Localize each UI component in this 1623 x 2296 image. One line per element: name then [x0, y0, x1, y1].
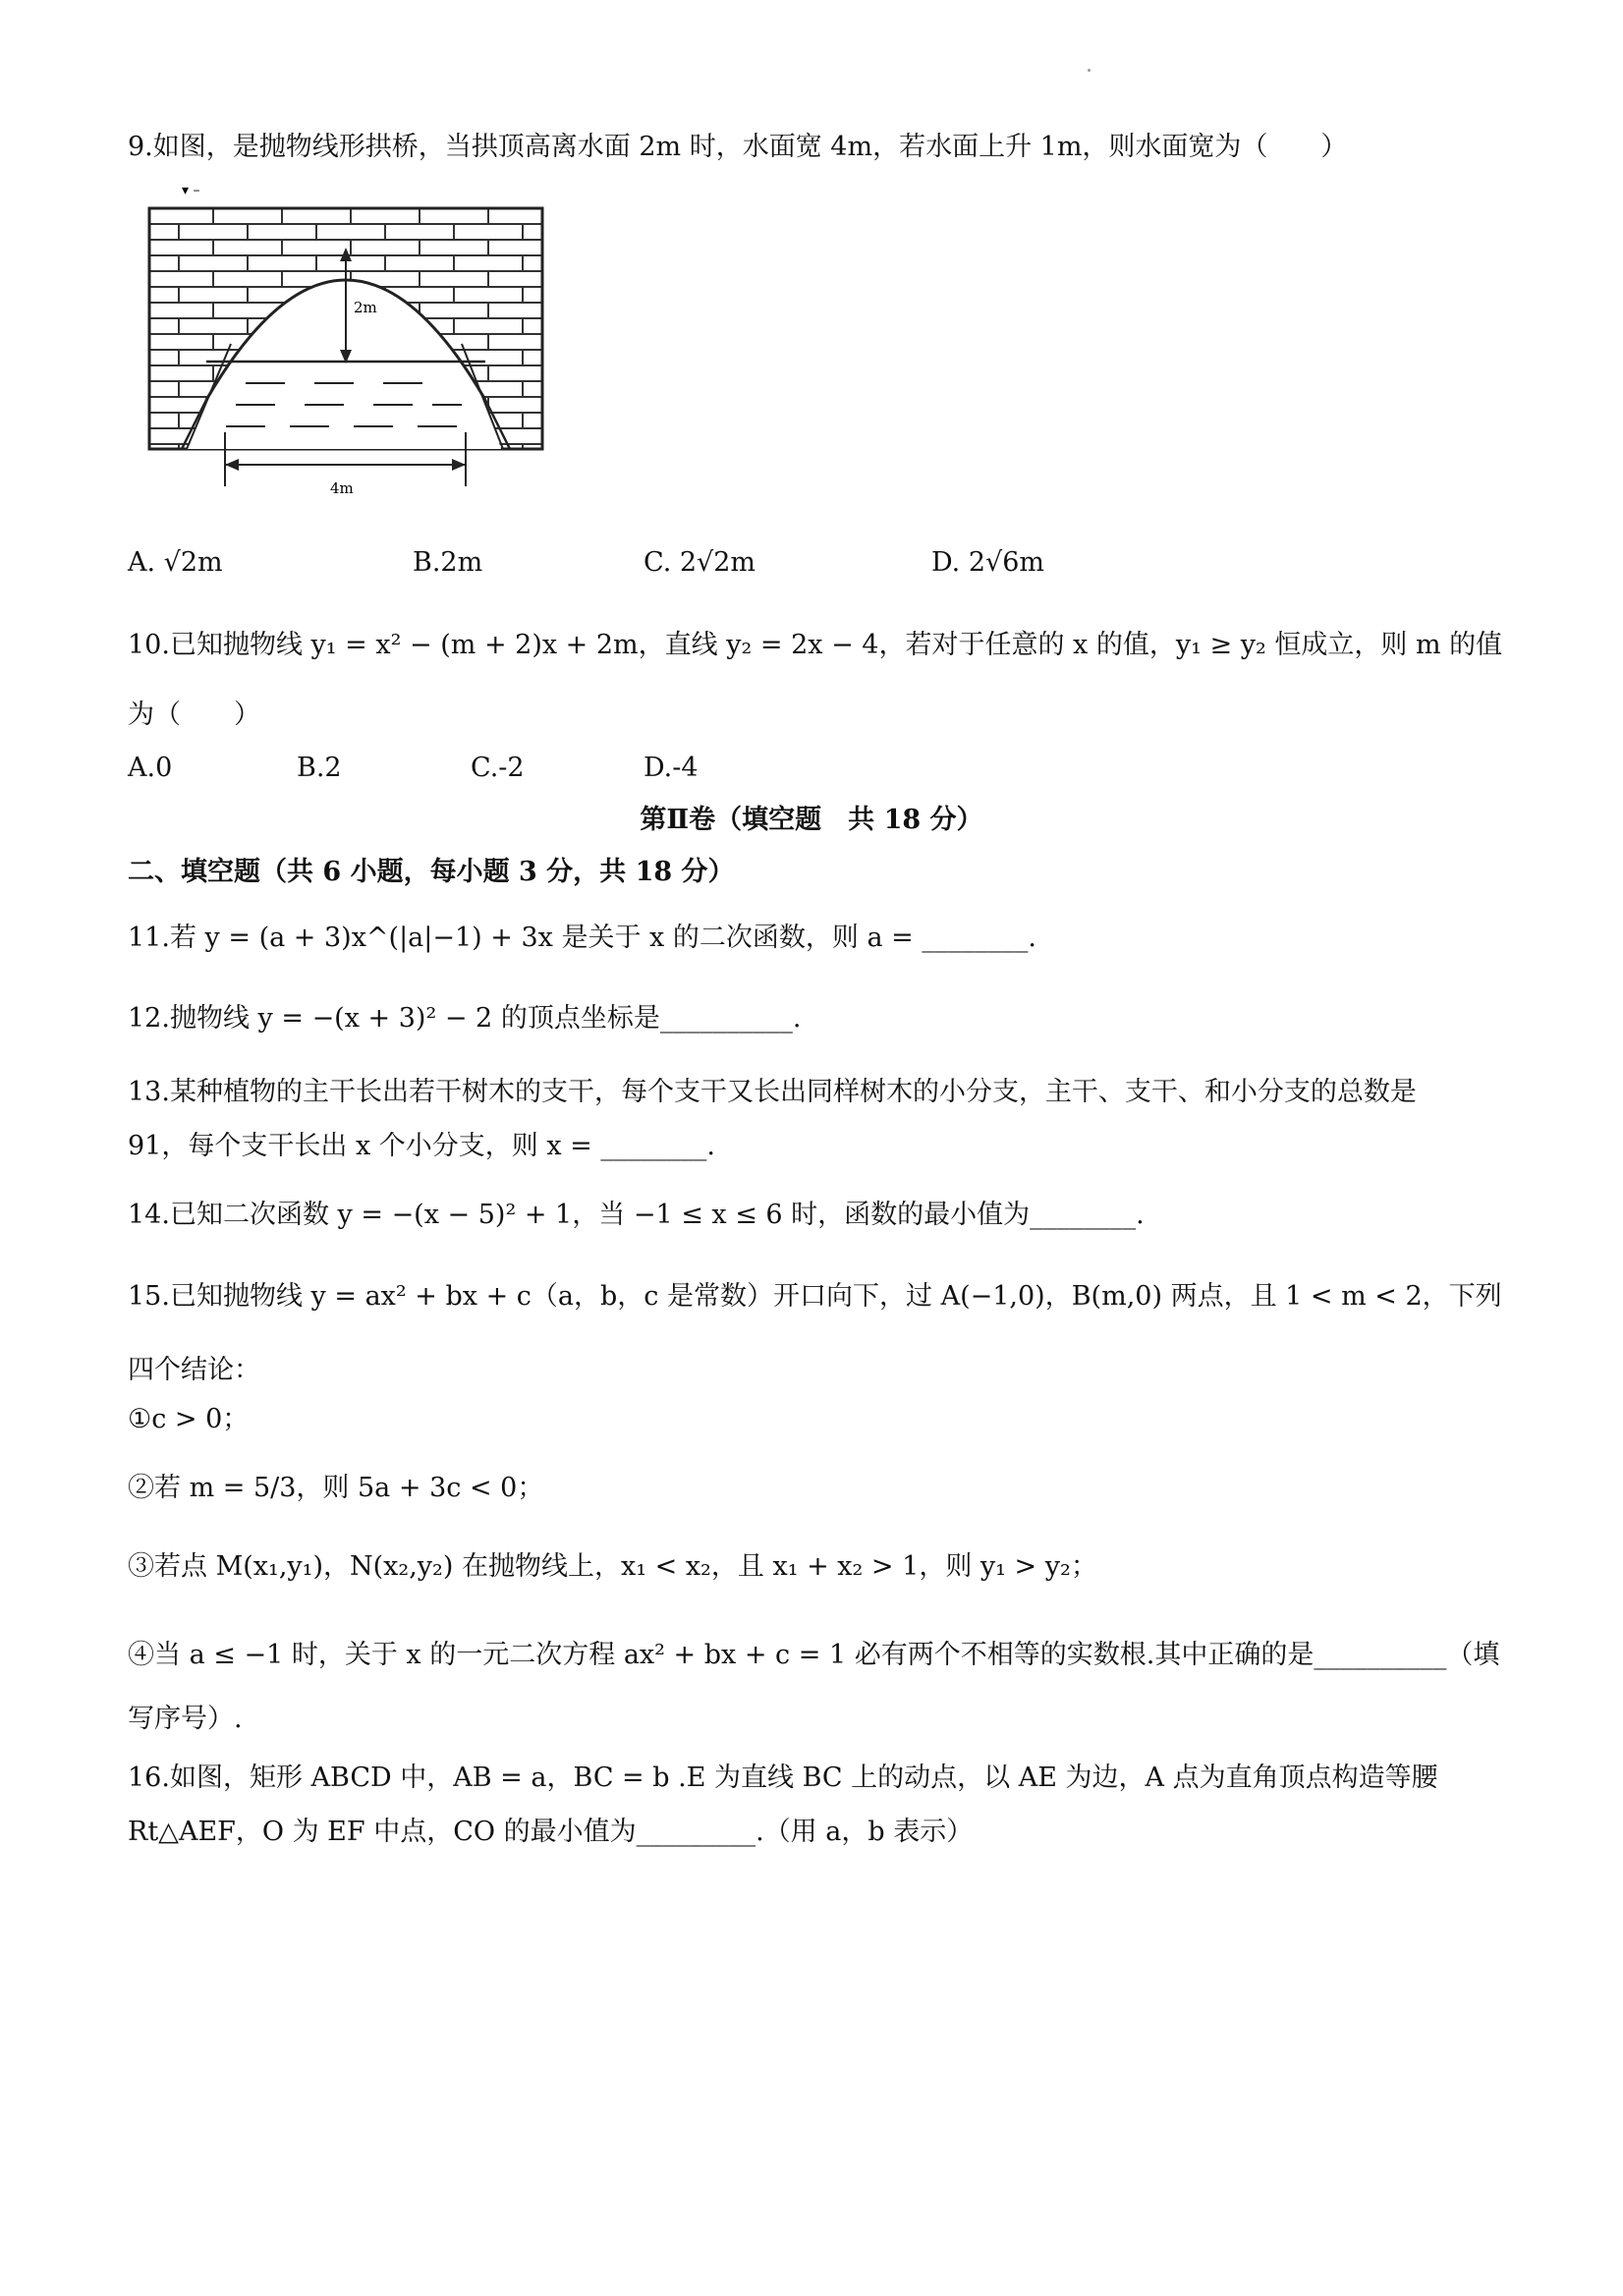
q16-line1: 16.如图，矩形 ABCD 中，AB = a，BC = b .E 为直线 BC 上的动点，以 AE 为边，A 点为直角顶点构造等腰 [128, 1763, 1438, 1793]
arch-bridge-figure [128, 177, 560, 501]
q11: 11.若 y = (a + 3)x^(|a|−1) + 3x 是关于 x 的二次函数，则 a = ________. [128, 923, 1036, 953]
q10-option-b: B.2 [297, 753, 342, 783]
q13-line1: 13.某种植物的主干长出若干树木的支干，每个支干又长出同样树木的小分支，主干、支干、和小分支的总数是 [128, 1077, 1417, 1107]
q15-line1: 15.已知抛物线 y = ax² + bx + c（a，b，c 是常数）开口向下，过 A(−1,0)，B(m,0) 两点，且 1 < m < 2，下列 [128, 1281, 1502, 1312]
q15-line2: 四个结论： [128, 1355, 260, 1385]
q9-option-a: A. √2m [128, 547, 223, 578]
q16-line2: Rt△AEF，O 为 EF 中点，CO 的最小值为_________.（用 a，b 表示） [128, 1817, 974, 1847]
q10-stem-line1: 10.已知抛物线 y₁ = x² − (m + 2)x + 2m，直线 y₂ = 2x − 4，若对于任意的 x 的值，y₁ ≥ y₂ 恒成立，则 m 的值 [128, 630, 1503, 660]
part-title: 二、填空题（共 6 小题，每小题 3 分，共 18 分） [128, 857, 735, 887]
q9-option-c: C. 2√2m [644, 547, 756, 578]
q15-conclusion-2: ②若 m = 5/3，则 5a + 3c < 0； [128, 1473, 544, 1503]
stray-dot [1088, 69, 1091, 72]
q14: 14.已知二次函数 y = −(x − 5)² + 1，当 −1 ≤ x ≤ 6 时，函数的最小值为________. [128, 1200, 1145, 1230]
q15-conclusion-4: ④当 a ≤ −1 时，关于 x 的一元二次方程 ax² + bx + c = 1 必有两个不相等的实数根.其中正确的是__________（填 [128, 1640, 1500, 1670]
q10-option-d: D.-4 [644, 753, 699, 783]
q10-stem-line2: 为（ ） [128, 700, 260, 730]
q9-option-b: B.2m [413, 547, 483, 578]
q15-conclusion-3: ③若点 M(x₁,y₁)，N(x₂,y₂) 在抛物线上，x₁ < x₂，且 x₁ + x₂ > 1，则 y₁ > y₂； [128, 1551, 1097, 1582]
volume-title: 第Ⅱ卷（填空题 共 18 分） [640, 805, 983, 835]
q9-option-d: D. 2√6m [931, 547, 1045, 578]
width-label: 4m [330, 479, 354, 497]
q10-option-a: A.0 [128, 753, 173, 783]
q15-conclusion-1: ①c > 0； [128, 1404, 250, 1434]
q15-conclusion-4-cont: 写序号）. [128, 1704, 243, 1734]
q12: 12.抛物线 y = −(x + 3)² − 2 的顶点坐标是__________. [128, 1003, 802, 1034]
q9-stem: 9.如图，是抛物线形拱桥，当拱顶高离水面 2m 时，水面宽 4m，若水面上升 1m，则水面宽为（ ） [128, 132, 1348, 162]
q10-option-c: C.-2 [471, 753, 525, 783]
corner-mark: ▾ – [182, 183, 200, 198]
q13-line2: 91，每个支干长出 x 个小分支，则 x = ________. [128, 1131, 715, 1161]
height-label: 2m [354, 299, 377, 316]
